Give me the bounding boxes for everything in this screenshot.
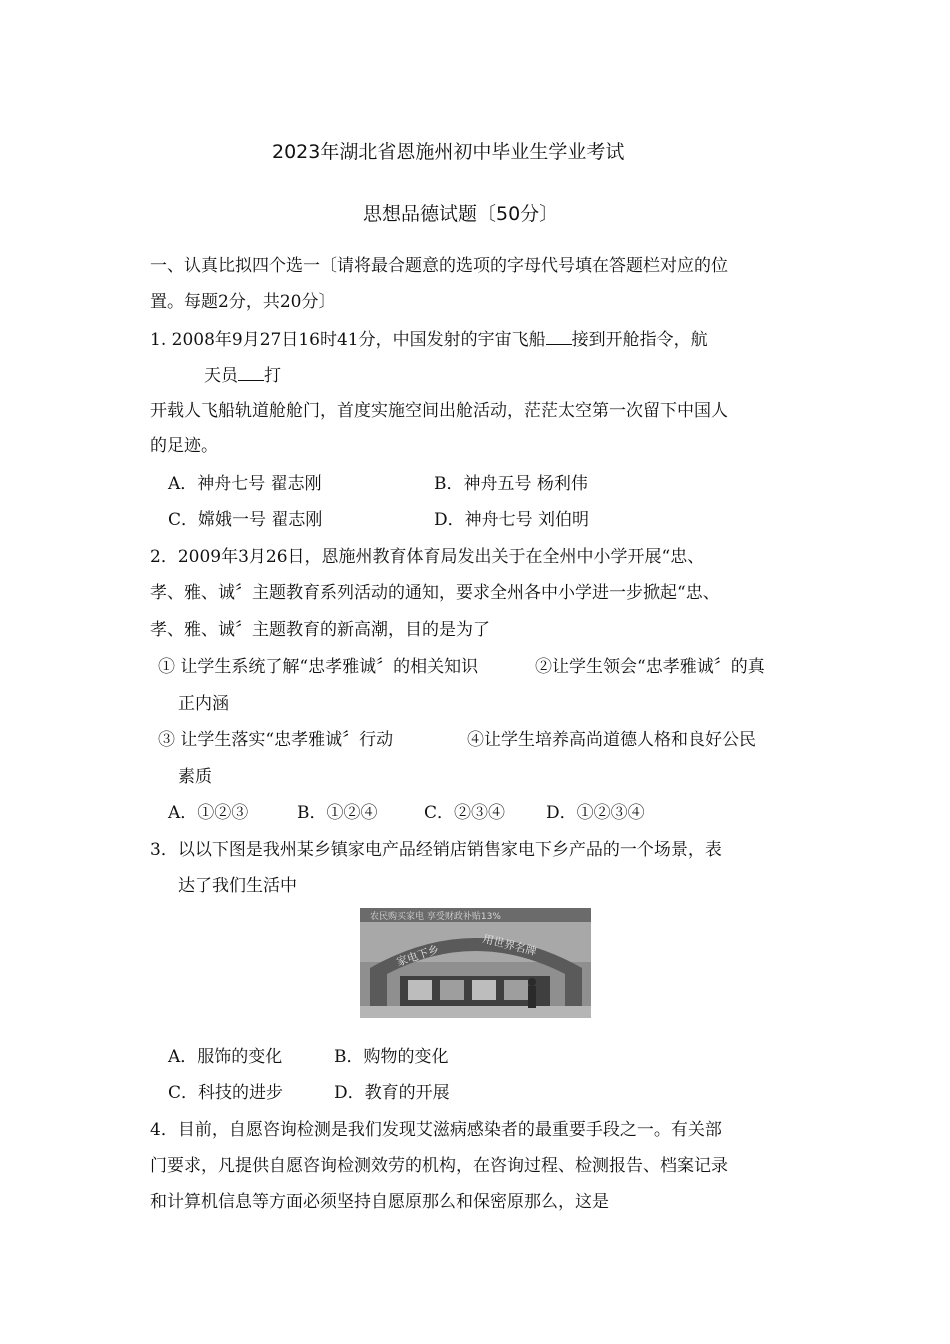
store-scene-illustration [360,908,591,1018]
answer-blank [546,326,572,345]
question-2-option-d: D．①②③④ [546,803,645,823]
question-2-option-a: A．①②③ [168,803,249,823]
question-3-line-1: 3．以以下图是我州某乡镇家电产品经销店销售家电下乡产品的一个场景，表 [150,840,722,860]
question-3-line-2: 达了我们生活中 [178,876,297,896]
question-2-statement-4-cont: 素质 [178,767,212,787]
question-4-line-2: 门要求，凡提供自愿咨询检测效劳的机构，在咨询过程、检测报告、档案记录 [150,1156,728,1176]
question-1-line-4: 的足迹。 [150,436,218,456]
question-3-option-c: C．科技的进步 [168,1083,284,1103]
question-1-text-c: 天员 [204,366,238,386]
section-1-instructions-cont: 置。每题2分，共20分〕 [150,292,336,312]
question-1-option-d: D．神舟七号 刘伯明 [434,510,590,530]
question-3-option-a: A．服饰的变化 [168,1047,283,1067]
photo-arch-right-text: 用世界名牌 [481,932,538,959]
photo-arch-left-text: 家电下乡 [394,942,441,969]
exam-title: 2023年湖北省恩施州初中毕业生学业考试 [272,141,625,163]
question-3-option-b: B．购物的变化 [334,1047,449,1067]
question-2-line-2: 孝、雅、诚〞主题教育系列活动的通知，要求全州各中小学进一步掀起“忠、 [150,583,720,603]
question-1-line-2 [204,362,281,388]
question-3-option-d: D．教育的开展 [334,1083,450,1103]
question-1-line-1 [150,326,708,352]
question-1-text-b: 接到开舱指令，航 [571,330,708,350]
question-2-statement-4: ④让学生培养高尚道德人格和良好公民 [467,730,756,750]
question-2-statement-1: ① 让学生系统了解“忠孝雅诚〞的相关知识 [158,657,479,677]
question-2-line-1: 2．2009年3月26日，恩施州教育体育局发出关于在全州中小学开展“忠、 [150,547,705,567]
question-1-option-c: C．嫦娥一号 翟志刚 [168,510,323,530]
question-1-text-a: 1. 2008年9月27日16时41分，中国发射的宇宙飞船 [150,330,546,350]
question-2-statement-2: ②让学生领会“忠孝雅诚〞的真 [535,657,765,677]
question-4-line-3: 和计算机信息等方面必须坚持自愿原那么和保密原那么，这是 [150,1192,609,1212]
question-1-option-b: B．神舟五号 杨利伟 [434,474,588,494]
question-1-line-3: 开载人飞船轨道舱舱门，首度实施空间出舱活动，茫茫太空第一次留下中国人 [150,401,728,421]
exam-subtitle: 思想品德试题〔50分〕 [363,203,559,225]
question-2-line-3: 孝、雅、诚〞主题教育的新高潮，目的是为了 [150,620,490,640]
section-1-instructions: 一、认真比拟四个选一〔请将最合题意的选项的字母代号填在答题栏对应的位 [150,256,728,276]
question-1-text-d: 打 [264,366,281,386]
question-2-option-b: B．①②④ [297,803,378,823]
store-scene-photo [360,908,591,1018]
photo-top-banner-text: 农民购买家电 享受财政补贴13% [370,912,501,922]
question-2-option-c: C．②③④ [424,803,506,823]
question-1-option-a: A．神舟七号 翟志刚 [168,474,322,494]
answer-blank [238,362,264,381]
question-2-statement-3: ③ 让学生落实“忠孝雅诚〞行动 [158,730,394,750]
question-2-statement-2-cont: 正内涵 [178,694,229,714]
question-4-line-1: 4．目前，自愿咨询检测是我们发现艾滋病感染者的最重要手段之一。有关部 [150,1120,722,1140]
